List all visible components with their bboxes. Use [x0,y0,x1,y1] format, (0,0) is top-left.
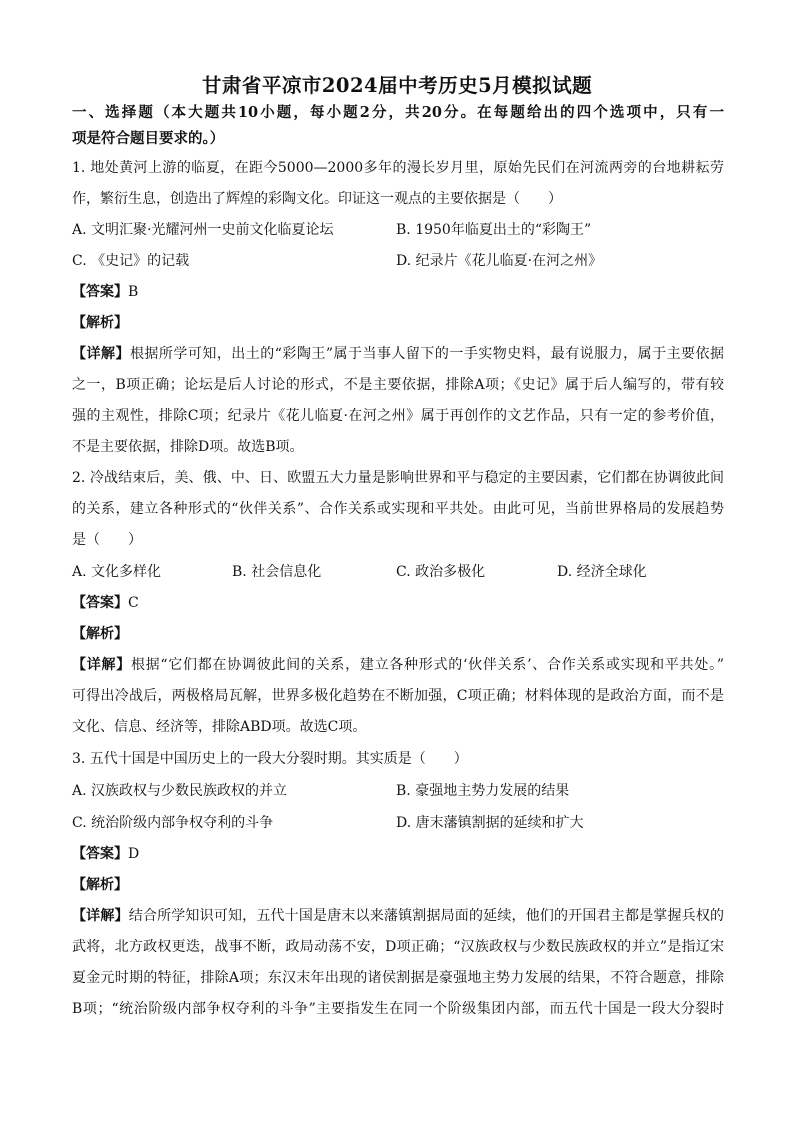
answer-value: D [128,846,140,862]
q3-detail-line-1: 【详解】结合所学知识可知，五代十国是唐末以来藩镇割据局面的延续，他们的开国君主都是掌握兵权的 [72,908,725,924]
detail-tag: 【详解】 [72,346,130,362]
section-heading-line-1: 一、选择题（本大题共10小题，每小题2分，共20分。在每题给出的四个选项中，只有一 [72,104,724,121]
q2-option-b: B. 社会信息化 [232,564,322,580]
q2-option-d: D. 经济全球化 [557,564,647,580]
q1-answer [72,282,724,302]
q2-stem-line-1: 2. 冷战结束后，美、俄、中、日、欧盟五大力量是影响世界和平与稳定的主要因素，它们都在协调彼此间 [72,470,724,486]
q2-option-c: C. 政治多极化 [396,564,486,580]
answer-tag: 【答案】 [72,846,128,862]
q2-detail-line-3: 文化、信息、经济等，排除ABD项。故选C项。 [72,719,367,735]
q2-answer [72,593,724,613]
q1-option-d: D. 纪录片《花儿临夏·在河之州》 [396,253,603,269]
q1-option-a: A. 文明汇聚·光耀河州一史前文化临夏论坛 [72,222,334,238]
q3-stem-line-1: 3. 五代十国是中国历史上的一段大分裂时期。其实质是（ ） [72,751,468,767]
q2-stem-line-2: 的关系，建立各种形式的“伙伴关系”、合作关系或实现和平共处。由此可见，当前世界格局的发展趋势 [72,501,724,517]
q1-detail-line-1: 【详解】根据所学可知，出土的“彩陶王”属于当事人留下的一手实物史料，最有说服力，属于主要依据 [72,346,725,362]
q3-detail-line-3: 夏金元时期的特征，排除A项；东汉末年出现的诸侯割据是豪强地主势力发展的结果，不符合题意，排除 [72,970,724,986]
page-title: 甘肃省平凉市2024届中考历史5月模拟试题 [201,74,593,97]
q3-option-a: A. 汉族政权与少数民族政权的并立 [72,783,288,799]
q2-stem-line-3: 是（ ） [72,532,142,548]
q1-stem-line-1: 1. 地处黄河上游的临夏，在距今5000—2000多年的漫长岁月里，原始先民们在河流两旁的台地耕耘劳 [72,160,724,176]
section-heading-line-2: 项是符合题目要求的。） [72,130,225,147]
q2-detail-line-2: 可得出冷战后，两极格局瓦解，世界多极化趋势在不断加强，C项正确；材料体现的是政治方面，而不是 [72,688,724,704]
q1-option-c: C. 《史记》的记载 [72,253,190,269]
answer-value: C [128,595,139,611]
q3-analysis-label: 【解析】 [72,877,128,893]
answer-tag: 【答案】 [72,595,128,611]
q1-option-b: B. 1950年临夏出土的“彩陶王” [396,222,592,238]
q3-option-d: D. 唐末藩镇割据的延续和扩大 [396,815,584,831]
answer-value: B [128,284,139,300]
q2-analysis-label: 【解析】 [72,626,128,642]
q1-detail-line-2: 之一，B项正确；论坛是后人讨论的形式，不是主要依据，排除A项；《史记》属于后人编写的，带有较 [72,377,724,393]
q3-detail-line-4: B项；“统治阶级内部争权夺利的斗争”主要指发生在同一个阶级集团内部，而五代十国是一段大分裂时 [72,1001,724,1017]
q1-detail-line-3: 强的主观性，排除C项；纪录片《花儿临夏·在河之州》属于再创作的文艺作品，只有一定的参考价值， [72,408,724,424]
q2-option-a: A. 文化多样化 [72,564,162,580]
q3-detail-line-2: 武将，北方政权更迭，战事不断，政局动荡不安，D项正确；“汉族政权与少数民族政权的并立”是指辽宋 [72,939,724,955]
q3-answer [72,844,724,864]
q3-option-b: B. 豪强地主势力发展的结果 [396,783,570,799]
detail-tag: 【详解】 [72,657,131,673]
q1-stem-line-2: 作，繁衍生息，创造出了辉煌的彩陶文化。印证这一观点的主要依据是（ ） [72,191,562,207]
detail-tag: 【详解】 [72,908,129,924]
answer-tag: 【答案】 [72,284,128,300]
q2-detail-line-1: 【详解】根据“它们都在协调彼此间的关系，建立各种形式的‘伙伴关系’、合作关系或实现和平共处。” [72,657,724,673]
q1-detail-line-4: 不是主要依据，排除D项。故选B项。 [72,439,304,455]
q3-option-c: C. 统治阶级内部争权夺利的斗争 [72,815,274,831]
q1-analysis-label: 【解析】 [72,315,128,331]
